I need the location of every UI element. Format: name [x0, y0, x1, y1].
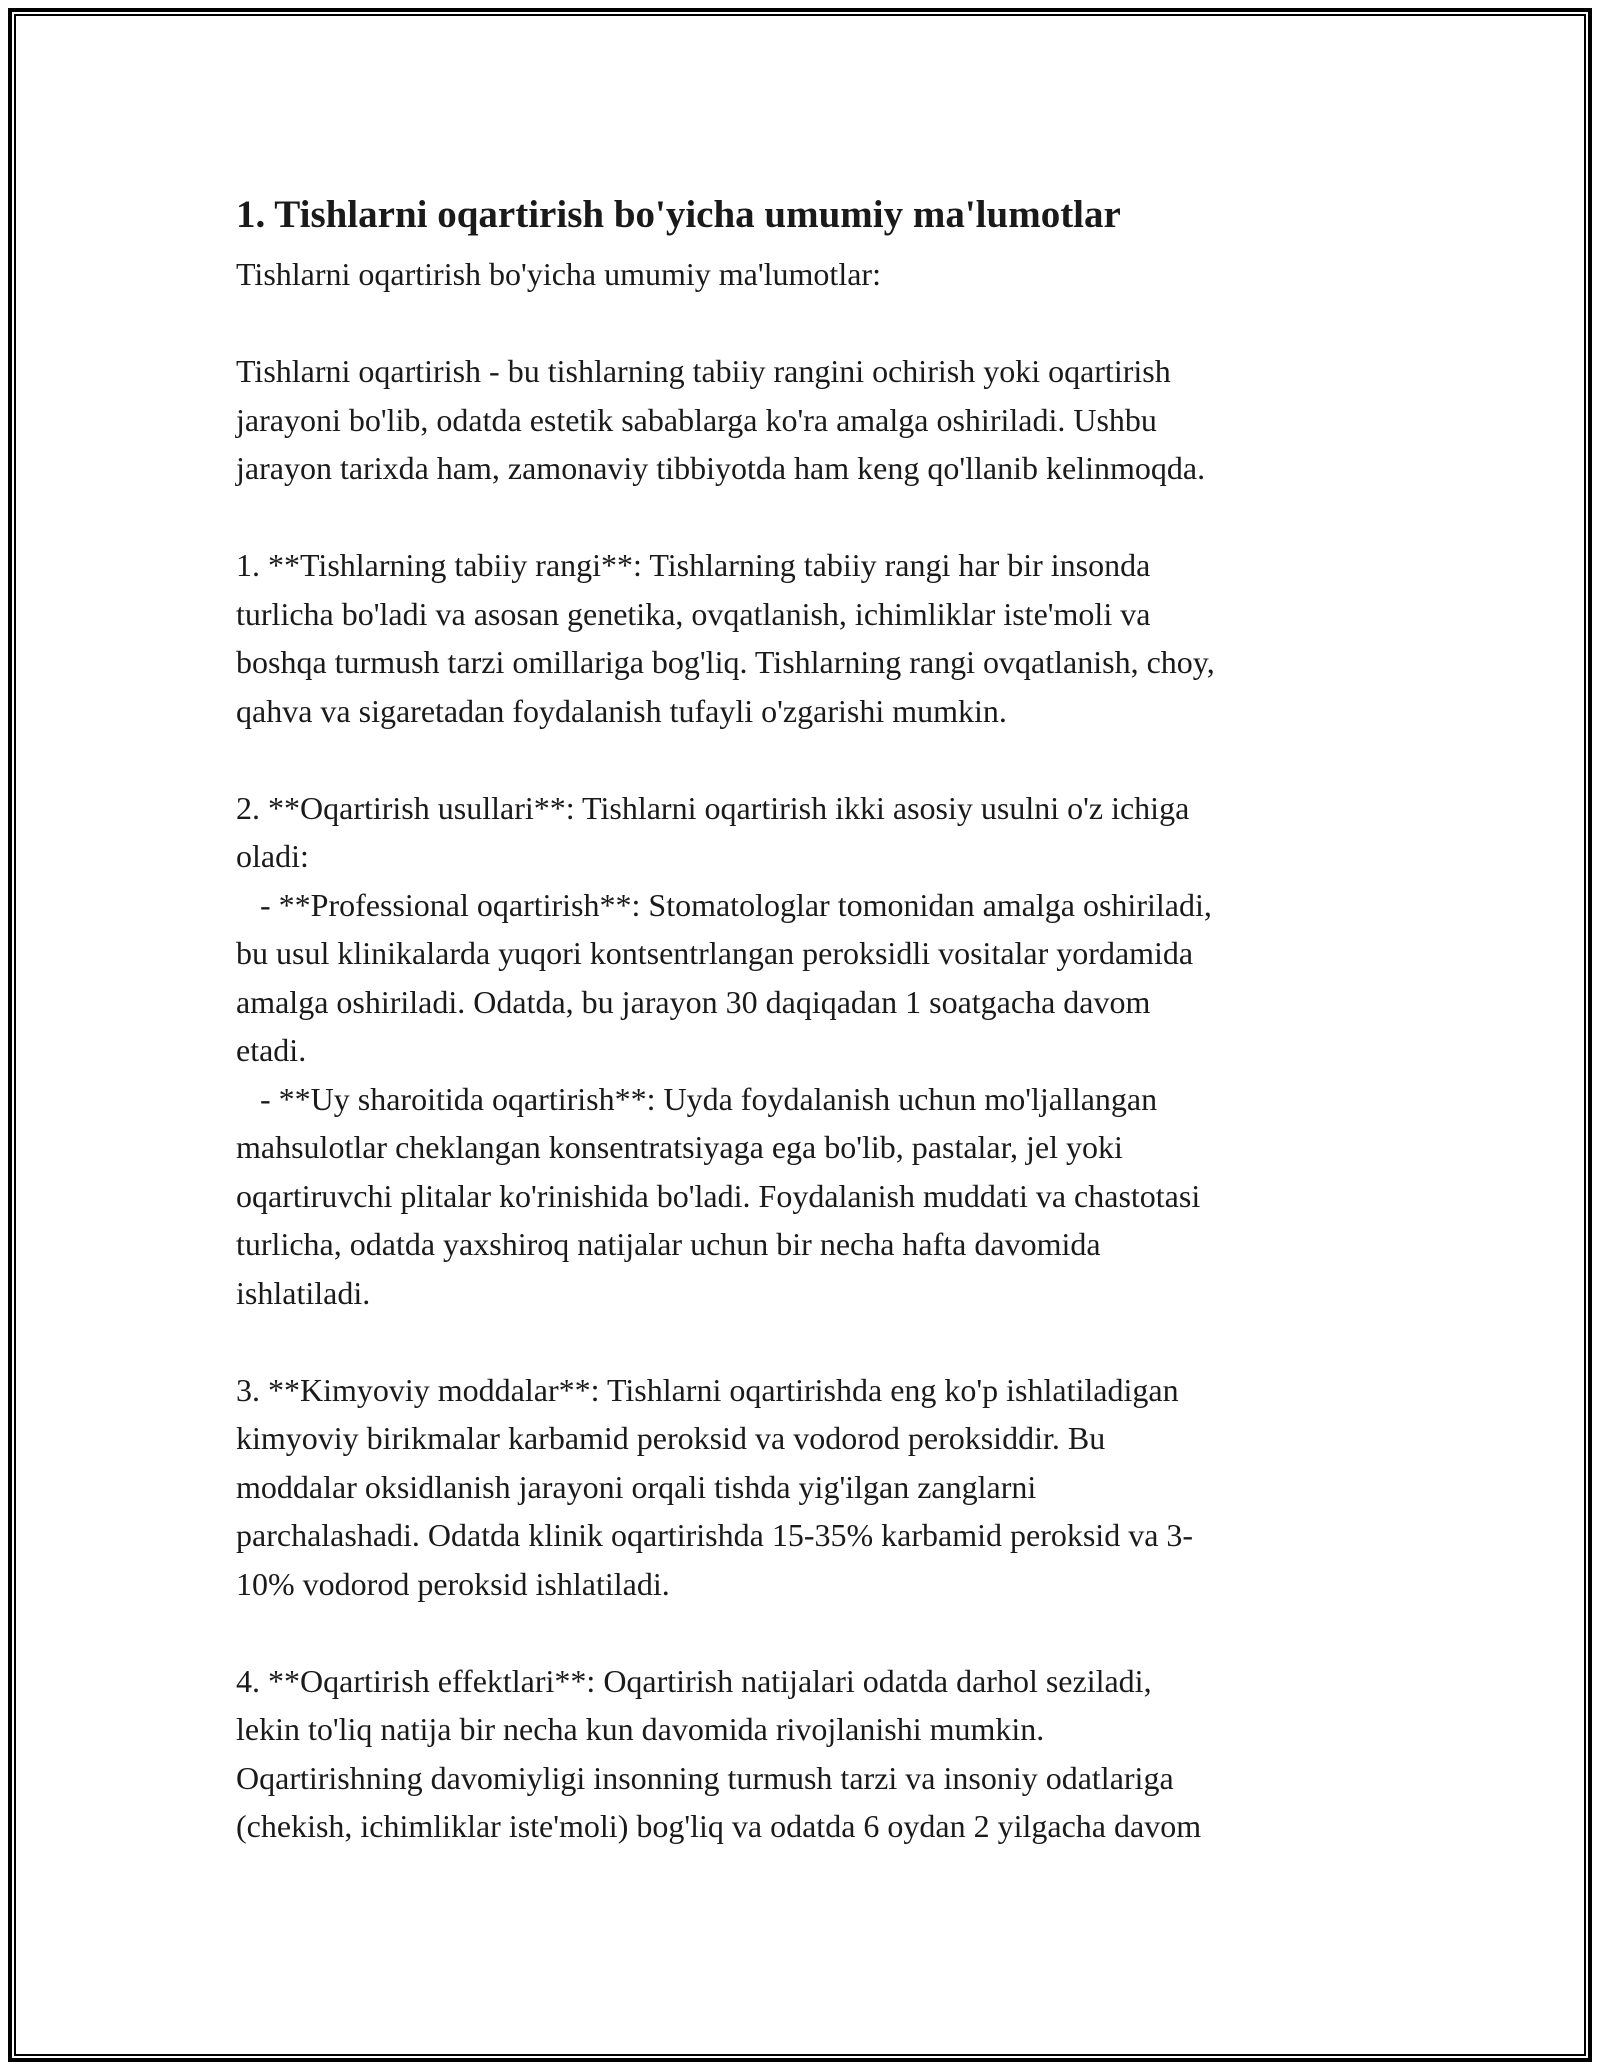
text-line: Tishlarni oqartirish - bu tishlarning tabiiy rangini ochirish yoki oqartirish — [236, 353, 1171, 389]
text-line: boshqa turmush tarzi omillariga bog'liq. Tishlarning rangi ovqatlanish, choy, — [236, 644, 1215, 680]
text-line: - **Uy sharoitida oqartirish**: Uyda foydalanish uchun mo'ljallangan — [236, 1080, 1158, 1117]
blank-line — [236, 493, 1366, 542]
text-line: amalga oshiriladi. Odatda, bu jarayon 30 daqiqadan 1 soatgacha davom — [236, 983, 1151, 1020]
text-line: parchalashadi. Odatda klinik oqartirishda 15-35% karbamid peroksid va 3- — [236, 1517, 1194, 1553]
text-line: oqartiruvchi plitalar ko'rinishida bo'ladi. Foydalanish muddati va chastotasi — [236, 1177, 1201, 1214]
text-line: jarayon tarixda ham, zamonaviy tibbiyotda ham keng qo'llanib kelinmoqda. — [236, 450, 1206, 486]
text-line: ishlatiladi. — [236, 1274, 371, 1311]
text-line: mahsulotlar cheklangan konsentratsiyaga ega bo'lib, pastalar, jel yoki — [236, 1129, 1123, 1165]
blank-line — [236, 299, 1366, 348]
text-line: lekin to'liq natija bir necha kun davomida rivojlanishi mumkin. — [236, 1711, 1045, 1747]
text-line: bu usul klinikalarda yuqori kontsentrlangan peroksidli vositalar yordamida — [236, 935, 1194, 971]
text-line: turlicha bo'ladi va asosan genetika, ovqatlanish, ichimliklar iste'moli va — [236, 595, 1151, 632]
text-line: 2. **Oqartirish usullari**: Tishlarni oqartirish ikki asosiy usulni o'z ichiga — [236, 789, 1190, 826]
text-line: kimyoviy birikmalar karbamid peroksid va vodorod peroksiddir. Bu — [236, 1420, 1106, 1456]
text-line: etadi. — [236, 1032, 307, 1068]
text-line: qahva va sigaretadan foydalanish tufayli o'zgarishi mumkin. — [236, 692, 1007, 729]
text-line: 1. **Tishlarning tabiiy rangi**: Tishlarning tabiiy rangi har bir insonda — [236, 547, 1151, 583]
text-line: Oqartirishning davomiyligi insonning turmush tarzi va insoniy odatlariga — [236, 1759, 1174, 1796]
text-line: (chekish, ichimliklar iste'moli) bog'liq va odatda 6 oydan 2 yilgacha davom — [236, 1808, 1202, 1844]
text-line: jarayoni bo'lib, odatda estetik sabablarga ko'ra amalga oshiriladi. Ushbu — [236, 401, 1157, 438]
text-line: turlicha, odatda yaxshiroq natijalar uchun bir necha hafta davomida — [236, 1226, 1101, 1262]
blank-line — [236, 1317, 1366, 1366]
text-line: oladi: — [236, 838, 309, 874]
blank-line — [236, 1608, 1366, 1657]
text-line: - **Professional oqartirish**: Stomatologlar tomonidan amalga oshiriladi, — [236, 886, 1212, 923]
section-heading: 1. Tishlarni oqartirish bo'yicha umumiy ma'lumotlar — [236, 193, 1121, 236]
text-line: 3. **Kimyoviy moddalar**: Tishlarni oqartirishda eng ko'p ishlatiladigan — [236, 1371, 1179, 1408]
document-body — [236, 250, 1366, 1851]
text-line: moddalar oksidlanish jarayoni orqali tishda yig'ilgan zanglarni — [236, 1468, 1037, 1505]
text-line: 4. **Oqartirish effektlari**: Oqartirish natijalari odatda darhol seziladi, — [236, 1662, 1152, 1699]
document-content — [236, 180, 1366, 1851]
text-line: 10% vodorod peroksid ishlatiladi. — [236, 1565, 670, 1602]
blank-line — [236, 735, 1366, 784]
text-line: Tishlarni oqartirish bo'yicha umumiy ma'lumotlar: — [236, 256, 881, 292]
